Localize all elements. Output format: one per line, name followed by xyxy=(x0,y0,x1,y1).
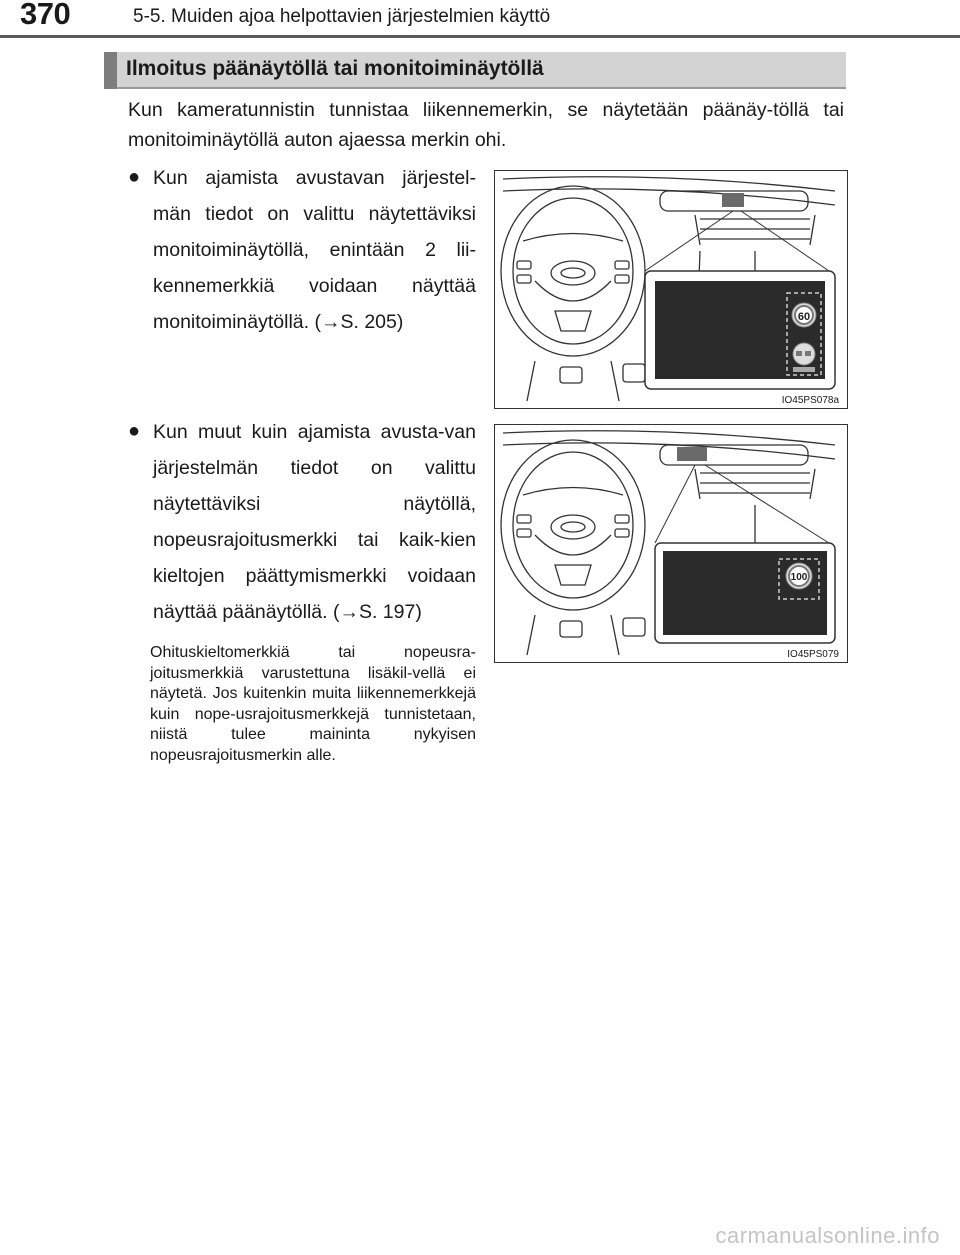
section-heading-accent xyxy=(104,52,117,89)
dashboard-illustration xyxy=(495,171,847,408)
speed-limit-sign-60: 60 xyxy=(797,311,811,323)
page-number: 370 xyxy=(20,0,71,31)
bullet-text: Kun muut kuin ajamista avusta-van järjestelmän tiedot on valittu näytettäviksi näytöllä, nopeusrajoitusmerkki tai kaik-kien kieltojen päättymismerkki voidaan näyttää päänäytöllä. (→S. 197) xyxy=(153,421,476,623)
intro-paragraph: Kun kameratunnistin tunnistaa liikennemerkin, se näytetään päänäy-töllä tai monitoiminäytöllä auton ajaessa merkin ohi. xyxy=(128,99,844,151)
speed-limit-sign-100: 100 xyxy=(790,572,808,583)
bullet-item-main-display xyxy=(128,414,476,630)
bullet-marker: ● xyxy=(128,166,141,188)
watermark: carmanualsonline.info xyxy=(715,1223,940,1248)
section-heading: Ilmoitus päänäytöllä tai monitoiminäytöllä xyxy=(126,57,544,80)
header-rule xyxy=(0,35,960,38)
display-highlight-segment xyxy=(677,447,707,461)
bullet-item-multi-info xyxy=(128,160,476,340)
dashboard-illustration xyxy=(495,425,847,662)
figure-code: IO45PS079 xyxy=(787,649,839,660)
display-highlight-segment xyxy=(722,193,744,207)
section-heading-bar xyxy=(104,52,846,89)
figure-dashboard-main-display xyxy=(494,424,848,663)
note-paragraph: Ohituskieltomerkkiä tai nopeusra-joitusmerkkiä varustettuna lisäkil-vellä ei näytetä. Jos kuitenkin muita liikennemerkkejä kuin nope-usrajoitusmerkkejä tunnistetaan, niistä tulee maininta nykyisen nopeusrajoitusmerkin alle. xyxy=(150,644,476,764)
chapter-title: 5-5. Muiden ajoa helpottavien järjestelmien käyttö xyxy=(133,6,551,27)
bullet-text: Kun ajamista avustavan järjestel-män tiedot on valittu näytettäviksi monitoiminäytöllä, enintään 2 lii-kennemerkkiä voidaan näyttää monitoiminäytöllä. (→S. 205) xyxy=(153,167,476,333)
bullet-marker: ● xyxy=(128,420,141,442)
figure-dashboard-multi-info xyxy=(494,170,848,409)
figure-code: IO45PS078a xyxy=(781,395,839,406)
